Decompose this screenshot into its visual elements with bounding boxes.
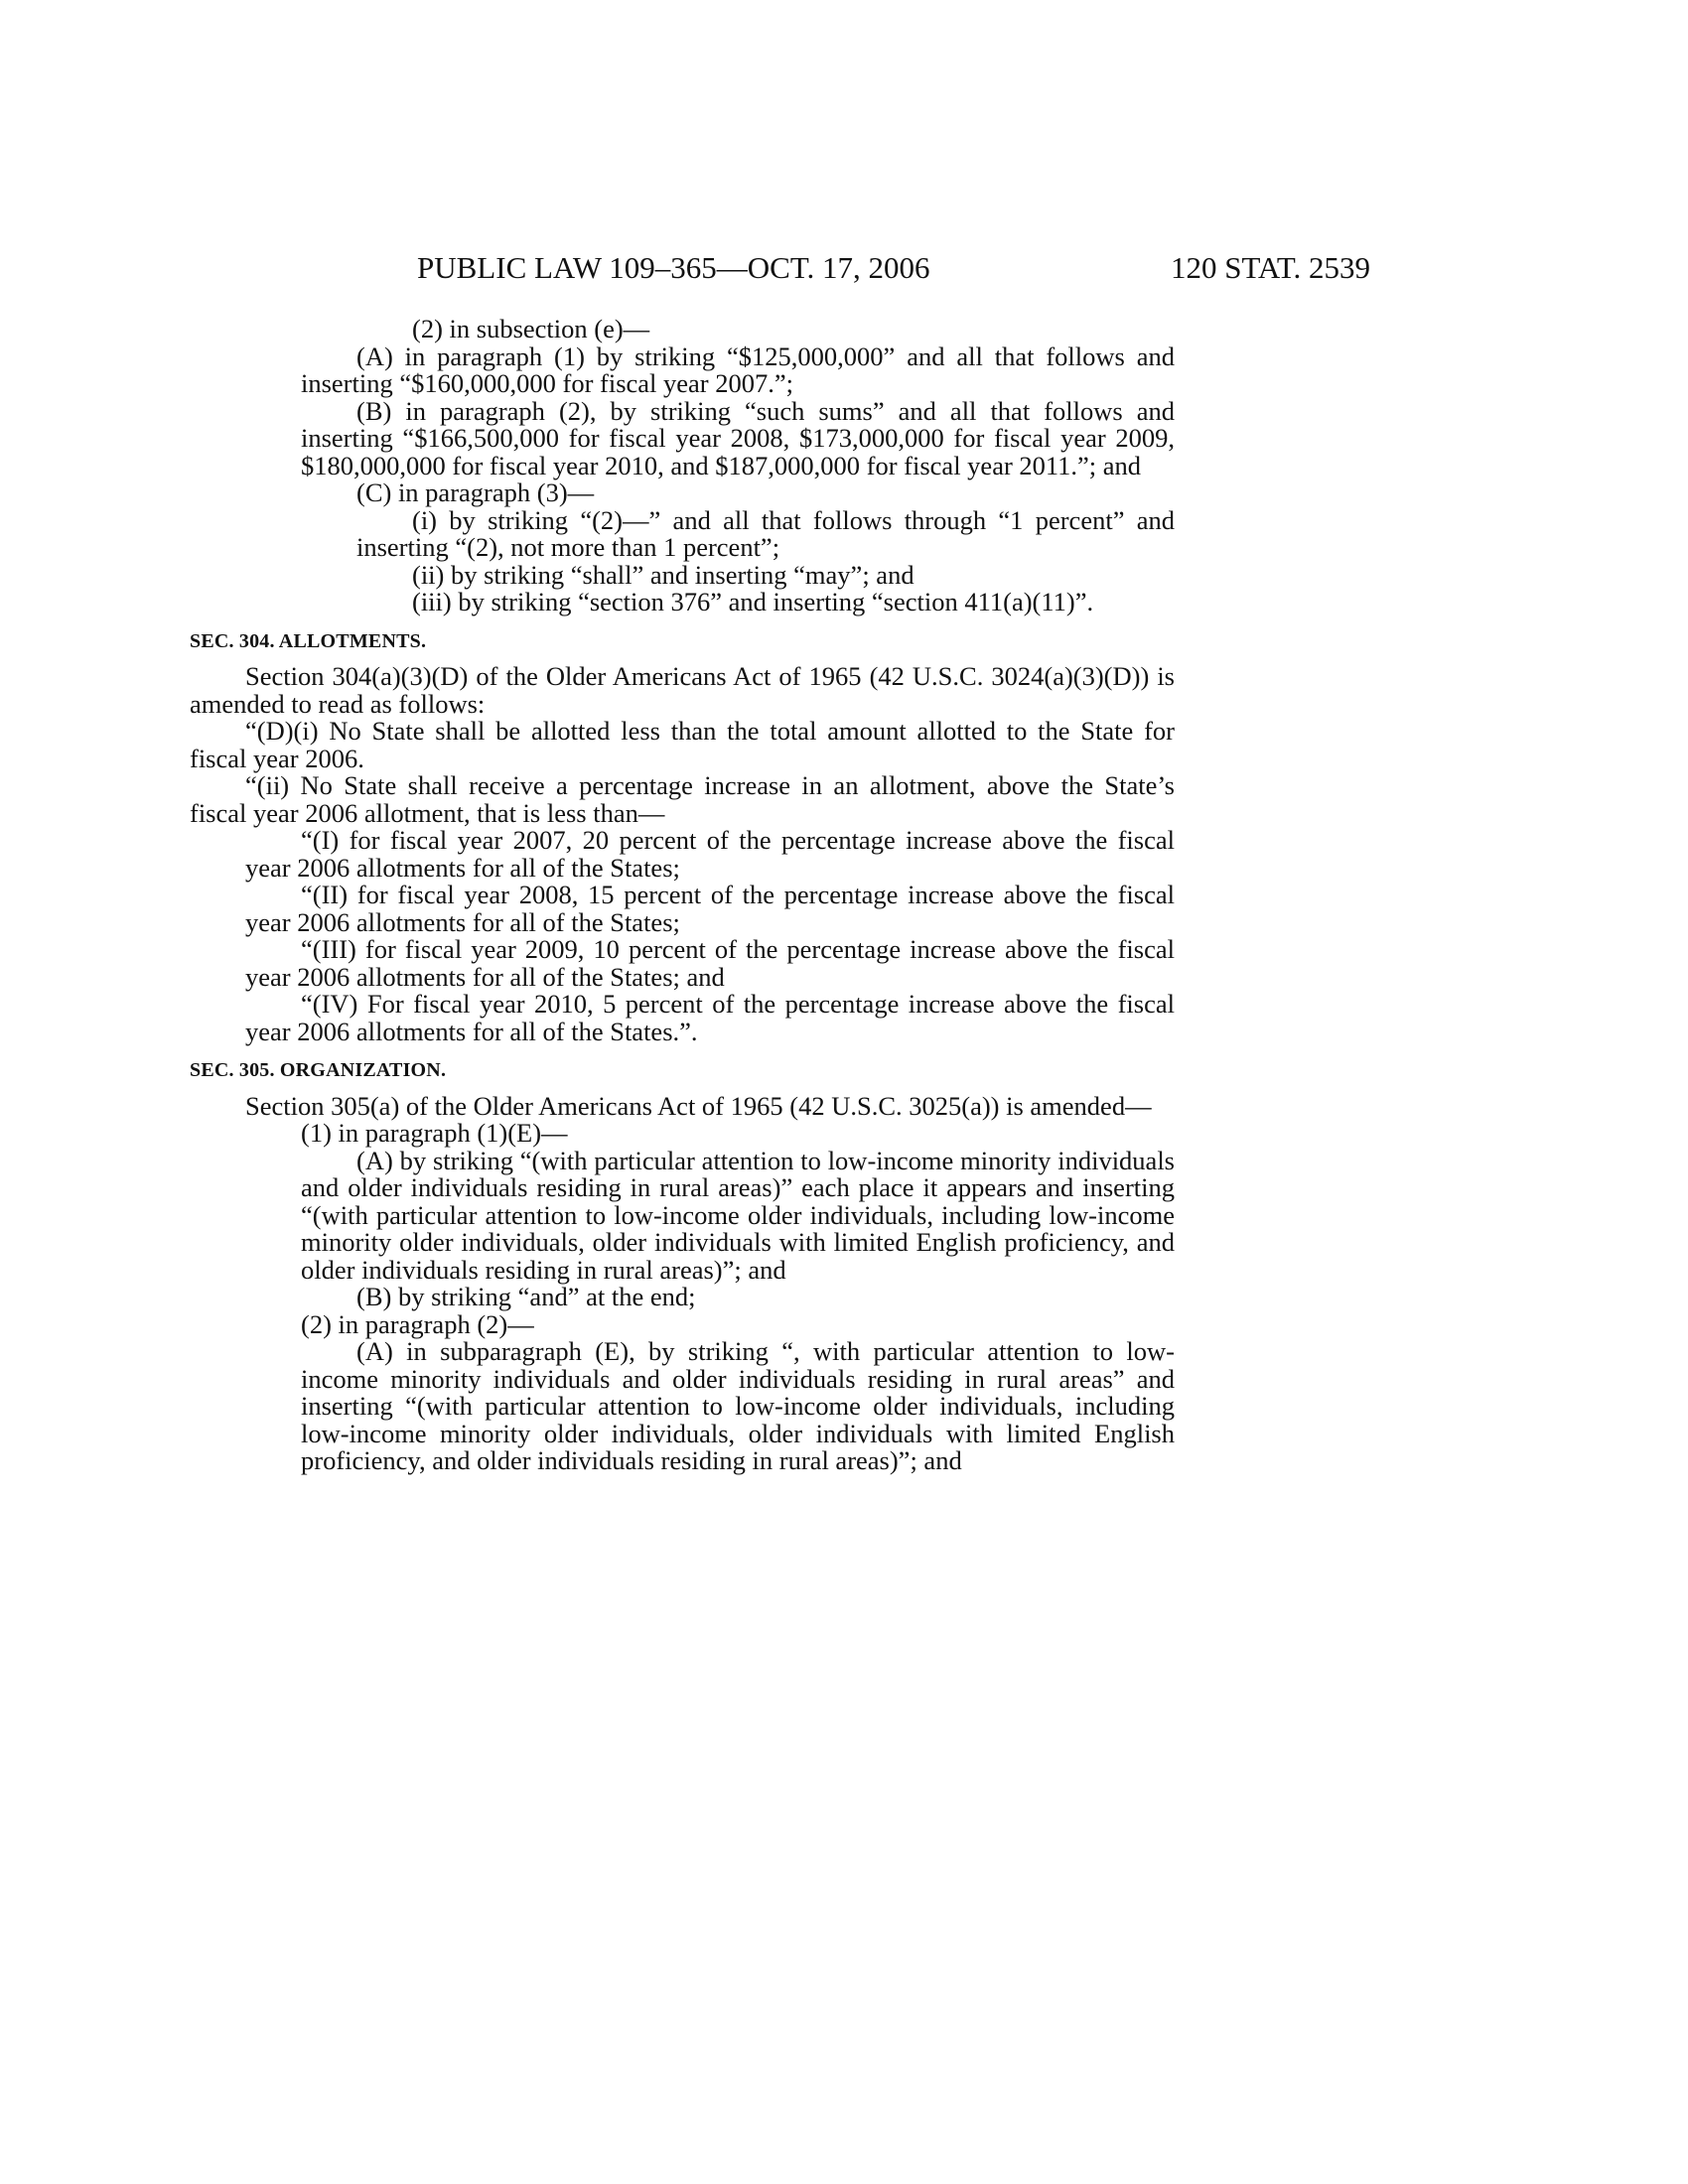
subclause-III: “(III) for fiscal year 2009, 10 percent of the percentage increase above the fiscal year 2006 allotments for all of the States; and: [245, 934, 1175, 992]
section-305-1A: (A) by striking “(with particular attention to low-income minority individuals and older individuals residing in rural areas)” each place it appears and inserting “(with particular attention to low-income older individuals, including low-income minority older individuals, older individuals with limited English proficiency, and older individuals residing in rural areas)”; and: [301, 1145, 1175, 1285]
paragraph-2-subsection-e: (2) in subsection (e)—: [412, 314, 650, 343]
section-304-intro: Section 304(a)(3)(D) of the Older Americans Act of 1965 (42 U.S.C. 3024(a)(3)(D)) is amended to read as follows:: [190, 661, 1175, 719]
header-law-title: PUBLIC LAW 109–365—OCT. 17, 2006: [417, 250, 930, 285]
section-305-paragraph-1: (1) in paragraph (1)(E)—: [301, 1118, 568, 1148]
section-305-body: [190, 1090, 1175, 1475]
paragraph-C: (C) in paragraph (3)—: [356, 478, 595, 507]
section-305-paragraph-2-items: [245, 1338, 1175, 1475]
clause-i: (i) by striking “(2)—” and all that follows through “1 percent” and inserting “(2), not more than 1 percent”;: [356, 504, 1175, 562]
paragraph-C-clauses: [301, 504, 1175, 616]
subsection-e-block: [301, 316, 1175, 343]
section-304-clause-Di: “(D)(i) No State shall be allotted less than the total amount allotted to the State for fiscal year 2006.: [190, 716, 1175, 773]
section-304-subclauses: [190, 827, 1175, 1045]
paragraph-A-wrapper: [301, 343, 1175, 507]
subclause-II: “(II) for fiscal year 2008, 15 percent of the percentage increase above the fiscal year 2006 allotments for all of the States;: [245, 880, 1175, 937]
subclause-I: “(I) for fiscal year 2007, 20 percent of the percentage increase above the fiscal year 2006 allotments for all of the States;: [245, 825, 1175, 883]
page-header: [417, 250, 1370, 290]
subclause-IV: “(IV) For fiscal year 2010, 5 percent of the percentage increase above the fiscal year 2006 allotments for all of the States.”.: [245, 989, 1175, 1046]
paragraph-B: (B) in paragraph (2), by striking “such sums” and all that follows and inserting “$166,500,000 for fiscal year 2008, $173,000,000 for fiscal year 2009, $180,000,000 for fiscal year 2010, and $187,000,000 for fiscal year 2011.”; and: [301, 395, 1175, 480]
section-305-paragraphs: [190, 1120, 1175, 1475]
document-body: [190, 314, 1175, 1475]
clause-iii: (iii) by striking “section 376” and inserting “section 411(a)(11)”.: [412, 587, 1094, 616]
section-304-body: [190, 663, 1175, 1045]
section-305-1B: (B) by striking “and” at the end;: [356, 1282, 696, 1311]
section-305-heading: SEC. 305. ORGANIZATION.: [190, 1059, 447, 1081]
header-stat-page: 120 STAT. 2539: [1170, 250, 1370, 285]
section-305-paragraph-1-items: [245, 1145, 1175, 1311]
section-304-clause-ii: “(ii) No State shall receive a percentage increase in an allotment, above the State’s fiscal year 2006 allotment, that is less than—: [190, 770, 1175, 828]
clause-ii: (ii) by striking “shall” and inserting “may”; and: [412, 559, 914, 590]
section-304-heading: SEC. 304. ALLOTMENTS.: [190, 629, 427, 652]
paragraph-A: (A) in paragraph (1) by striking “$125,000,000” and all that follows and inserting “$160,000,000 for fiscal year 2007.”;: [301, 341, 1175, 398]
section-305-intro: Section 305(a) of the Older Americans Act of 1965 (42 U.S.C. 3025(a)) is amended—: [245, 1090, 1152, 1121]
section-305-paragraph-2: (2) in paragraph (2)—: [301, 1308, 534, 1339]
section-305-2A: (A) in subparagraph (E), by striking “, with particular attention to low-income minority individuals and older individuals residing in rural areas” and inserting “(with particular attention to low-income older individuals, including low-income minority older individuals, older individuals with limited English proficiency, and older individuals residing in rural areas)”; and: [301, 1336, 1175, 1475]
